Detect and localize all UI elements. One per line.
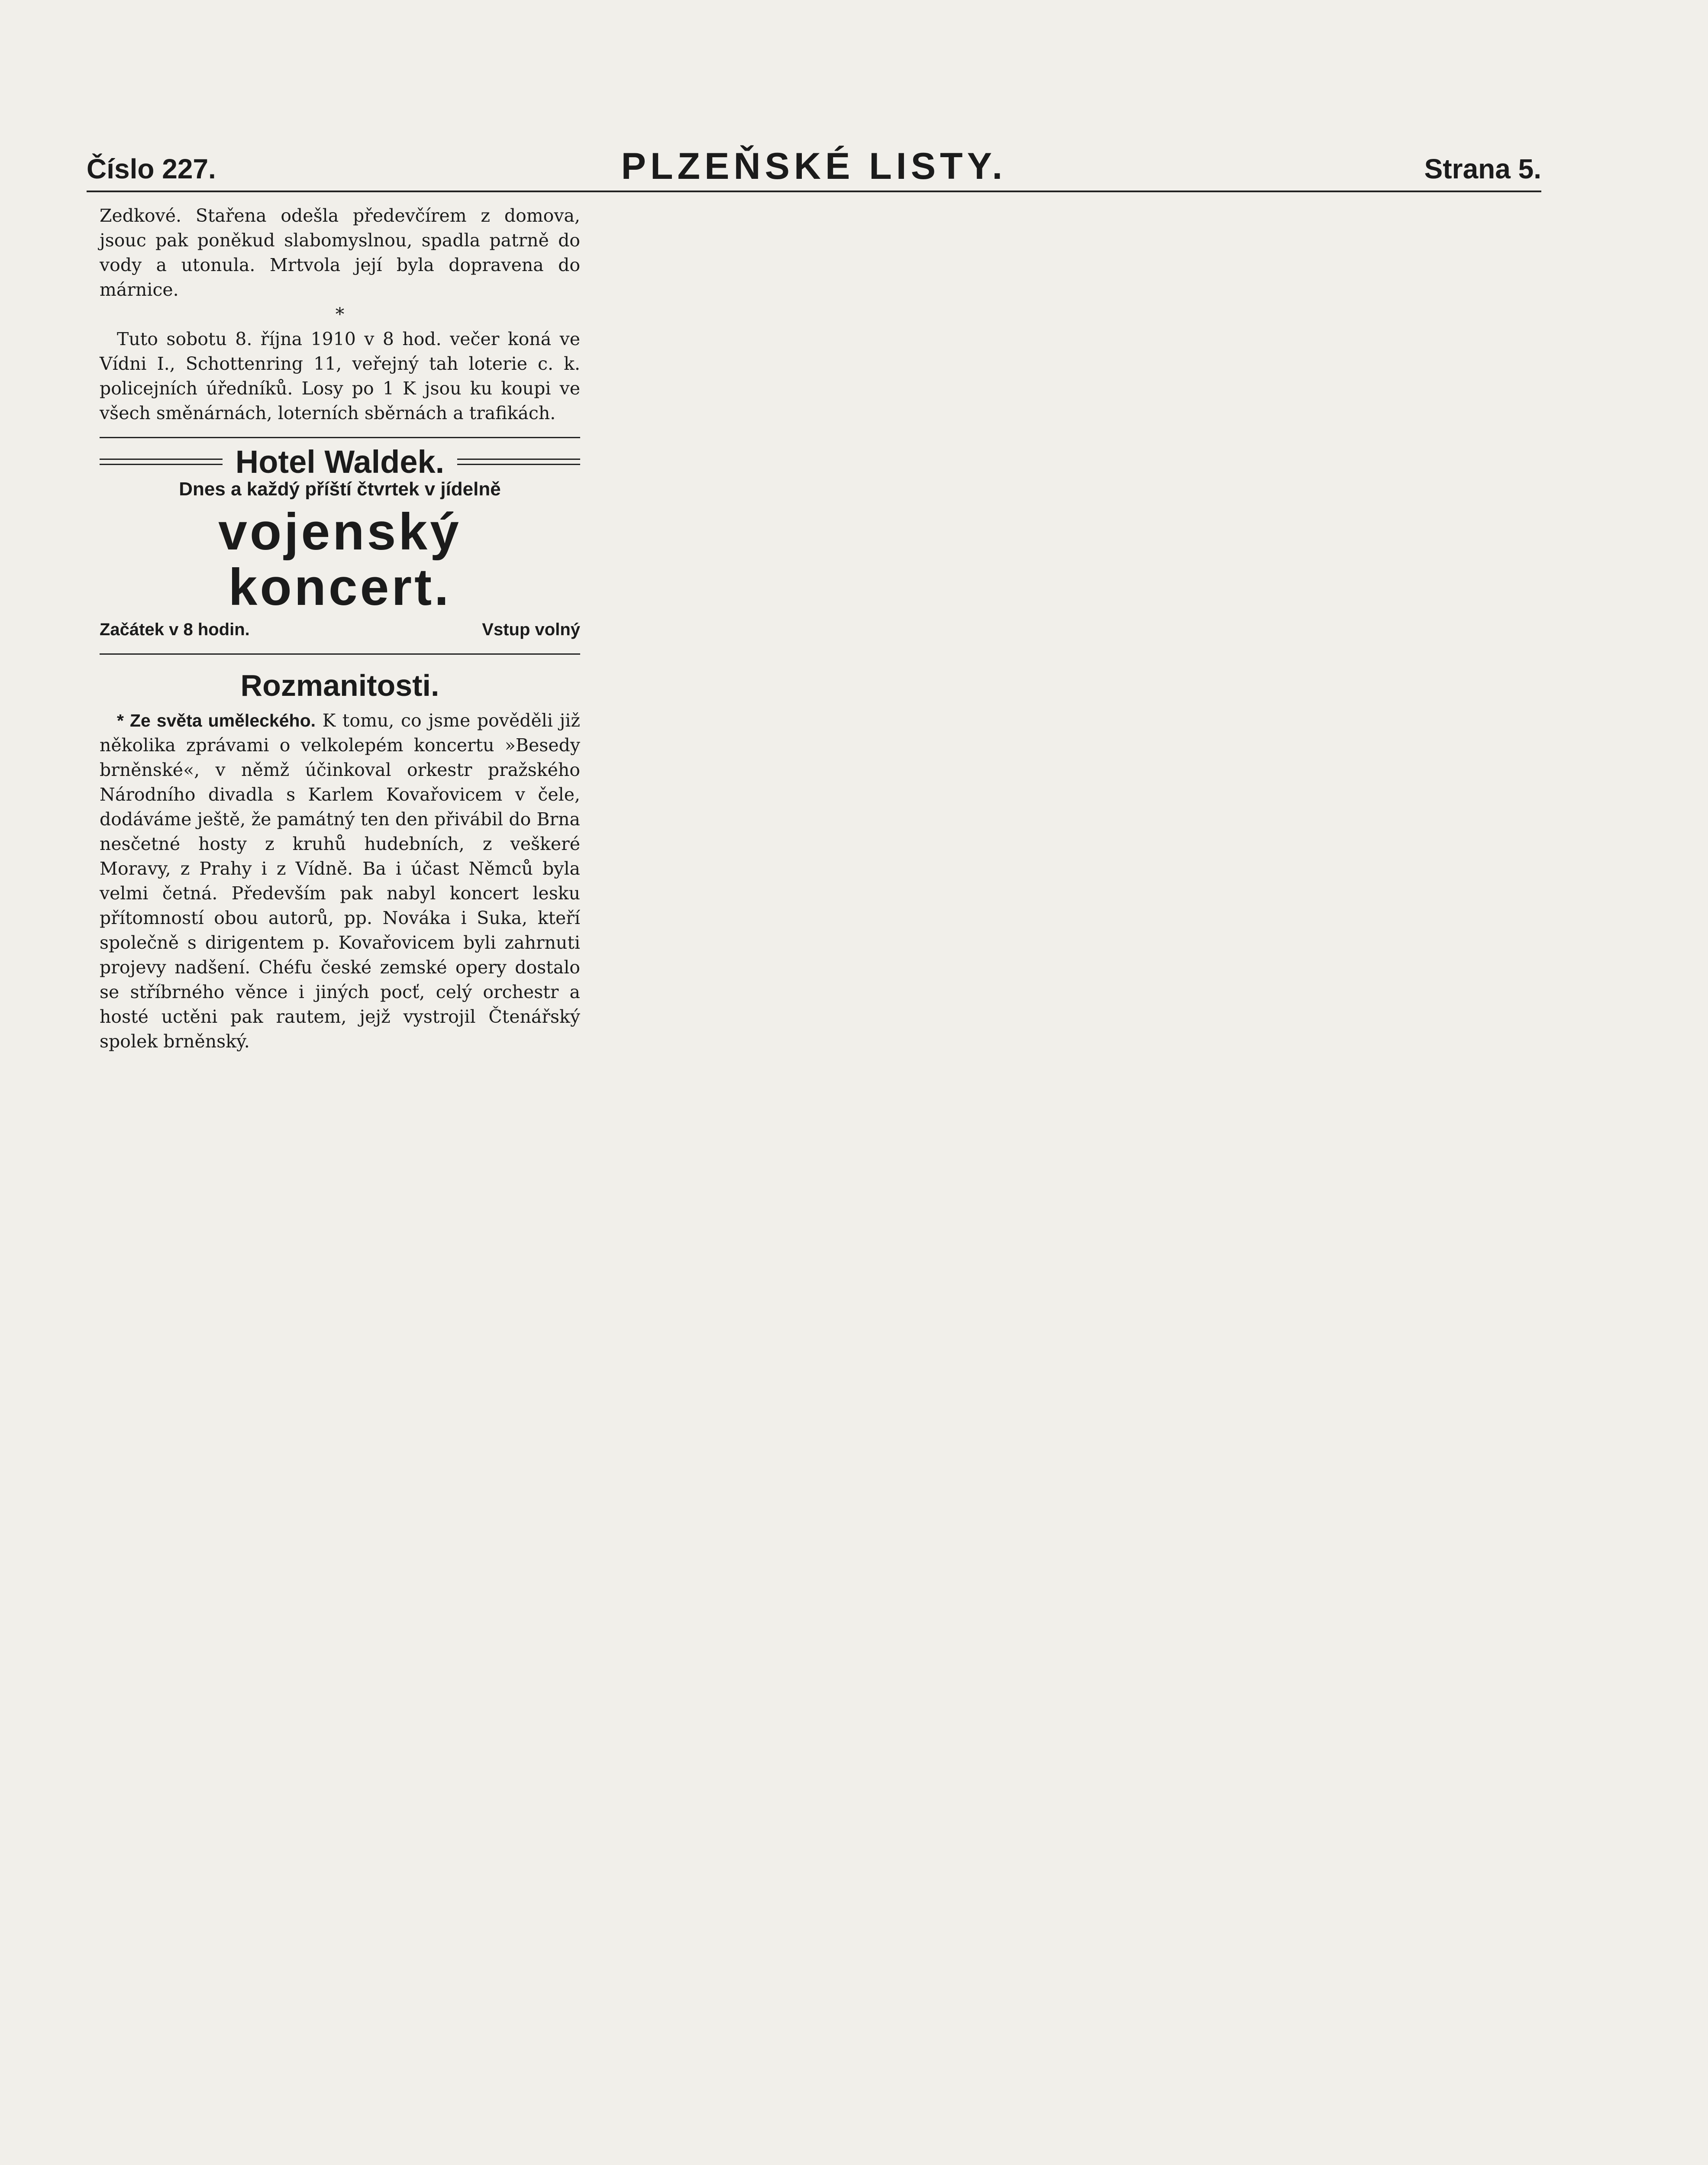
page-number: Strana 5. (1424, 153, 1541, 184)
article-body: K tomu, co jsme pověděli již několika zprávami o velkolepém koncertu »Besedy brněnské«, v němž účinkoval orkestr pražského Národního divadla s Karlem Kovařovicem v čele, dodáváme ještě, že památný ten den přivábil do Brna nesčetné hosty z kruhů hudebních, z veškeré Moravy, z Prahy i z Vídně. Ba i účast Němců byla velmi četná. Především pak nabyl koncert lesku přítomností obou autorů, pp. Nováka i Suka, kteří společně s dirigentem p. Kovařovicem byli zahrnuti projevy nadšení. Chéfu české zemské opery dostalo se stříbrného věnce i jiných pocť, celý orchestr a hosté uctěni pak rautem, jejž vystrojil Čtenářský spolek brněnský. (100, 710, 580, 1052)
hotel-ad-footer (100, 617, 580, 642)
hotel-ad-title: Hotel Waldek. (235, 444, 445, 480)
double-rule-left (100, 459, 223, 465)
column-1 (100, 204, 580, 1054)
hotel-ad (100, 444, 580, 642)
page-header (87, 145, 1541, 201)
hotel-ad-title-row (100, 444, 580, 480)
paragraph-intro: Zedkové. Stařena odešla předevčírem z domova, jsouc pak poněkud slabomyslnou, spadla patrně do vody a utonula. Mrtvola její byla dopravena do márnice. (100, 205, 580, 300)
double-rule-right (457, 459, 580, 465)
article-subheading: * Ze světa uměleckého. (117, 711, 316, 730)
hotel-ad-subtitle: Dnes a každý příští čtvrtek v jídelně (179, 478, 501, 500)
divider (100, 437, 580, 438)
separator-star: * (335, 304, 345, 325)
hotel-ad-start: Začátek v 8 hodin. (100, 620, 250, 639)
paragraph-lottery: Tuto sobotu 8. října 1910 v 8 hod. večer koná ve Vídni I., Schottenring 11, veřejný tah loterie c. k. policejních úředníků. Losy po 1 K jsou ku koupi ve všech směnárnách, loterních sběrnách a trafikách. (100, 329, 580, 423)
hotel-ad-entry: Vstup volný (482, 620, 580, 639)
header-rule (87, 191, 1541, 192)
article-art-world (100, 708, 580, 1054)
hotel-ad-headline: vojenský koncert. (218, 503, 462, 616)
newspaper-title: PLZEŇSKÉ LISTY. (621, 145, 1007, 187)
section-heading: Rozmanitosti. (240, 669, 439, 702)
issue-number: Číslo 227. (87, 153, 216, 184)
divider (100, 653, 580, 655)
